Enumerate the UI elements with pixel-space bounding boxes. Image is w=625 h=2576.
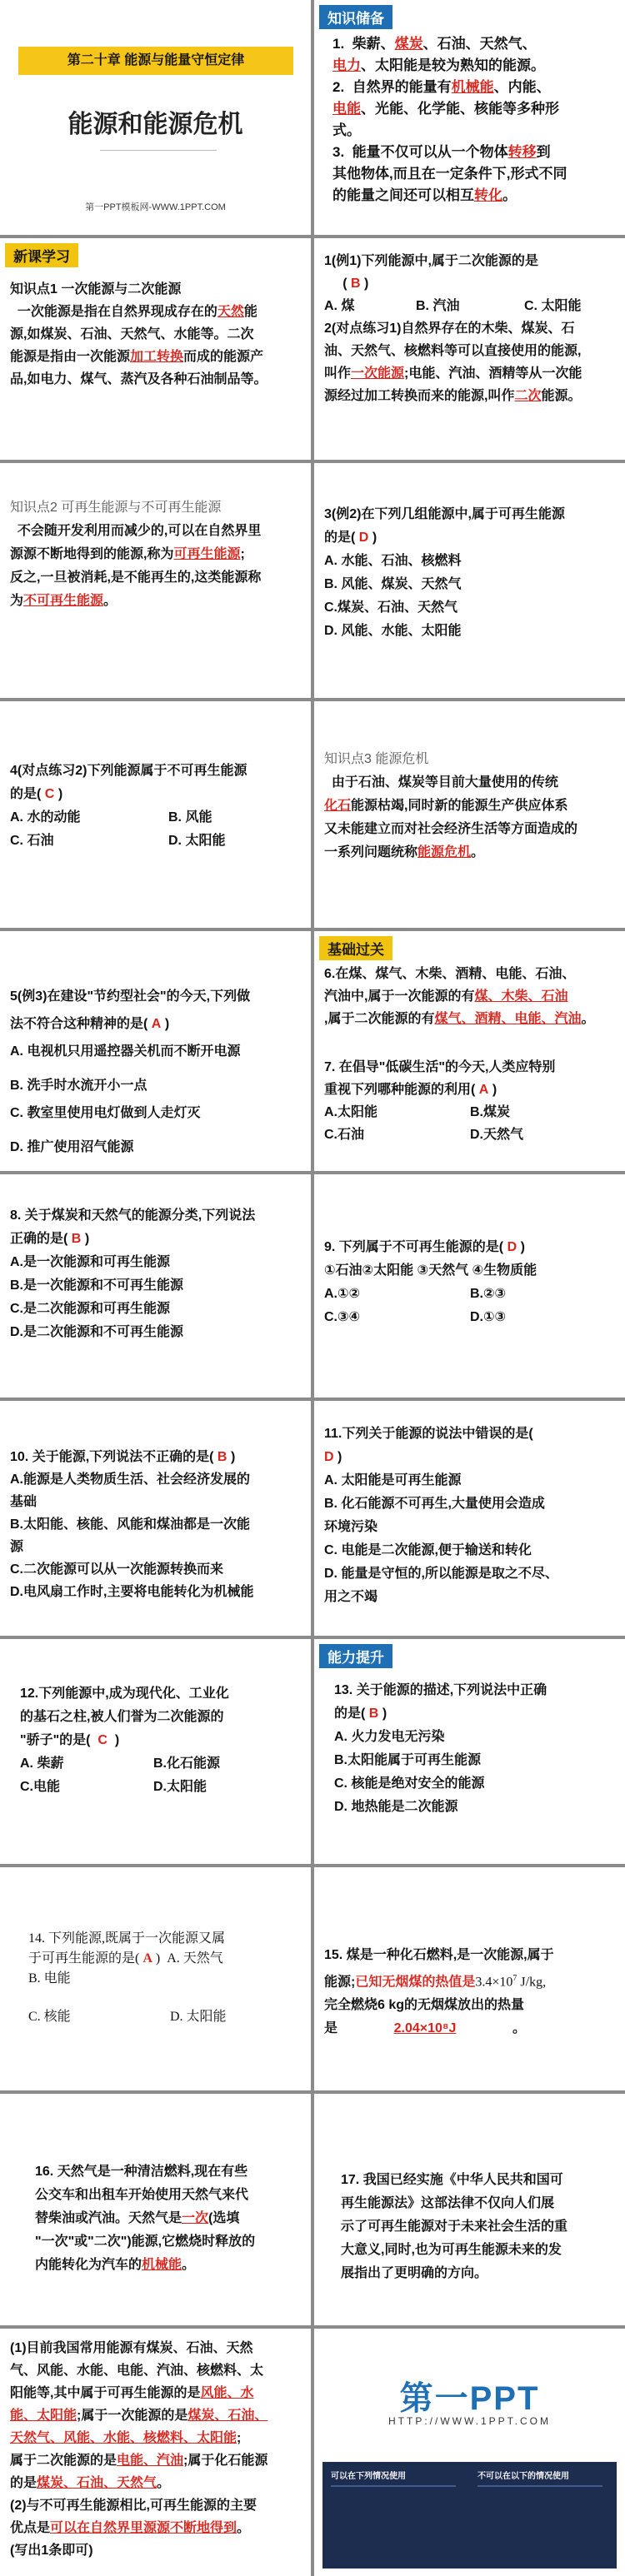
terms-panel — [322, 2462, 617, 2569]
footer-text: 第一PPT模板网-WWW.1PPT.COM — [85, 202, 226, 212]
terms-left-rule — [331, 2485, 456, 2487]
q14-slide — [0, 1867, 311, 2090]
ability-tag: 能力提升 — [319, 1644, 392, 1668]
q17-text: 17. 我国已经实施《中华人民共和国可 再生能源法》这部法律不仅向人们展 示了可再生能源对于未来社会生活的重 大意义,同时,也为可再生能源未来的发 展指出了更明确的方向。 — [341, 2173, 568, 2280]
q5-text: 5(例3)在建设"节约型社会"的今天,下列做 法不符合这种精神的是( A ) A. 电视机只用遥控器关机而不断开电源 B. 洗手时水流开小一点 C. 教室里使用电灯做到人走灯灭 D. 推广使用沼气能源 — [10, 989, 251, 1154]
knowledge-text: 1. 柴薪、煤炭、石油、天然气、 电力、太阳能是较为熟知的能源。 2. 自然界的能量有机械能、内能、 电能、光能、化学能、核能等多种形 式。 3. 能量不仅可以从一个物体转移到 其他物体,而且在一定条件下,形式不同 的能量之间还可以相互转化。 — [332, 36, 568, 203]
kp2-slide — [0, 463, 311, 698]
q16-text: 16. 天然气是一种清洁燃料,现在有些 公交车和出租车开始使用天然气来代 替柴油或汽油。天然气是一次(选填 "一次"或"二次")能源,它燃烧时释放的 内能转化为汽车的机械能。 — [35, 2165, 256, 2272]
q9-slide — [314, 1174, 625, 1398]
q16-slide — [0, 2094, 311, 2325]
knowledge-slide — [314, 0, 625, 235]
q11-slide — [314, 1401, 625, 1636]
terms-left-heading: 可以在下列情况使用 — [331, 2472, 406, 2481]
brand-logo: 第一PPT — [399, 2380, 540, 2417]
q15-slide — [314, 1867, 625, 2090]
q14-text: 14. 下列能源,既属于一次能源又属 于可再生能源的是( A ) A. 天然气 B. 电能 C. 核能 D. 太阳能 — [28, 1931, 227, 2024]
q7-text: 7. 在倡导"低碳生活"的今天,人类应特别 重视下列哪种能源的利用( A ) A.太阳能 B.煤炭 C.石油 D.天然气 — [324, 1060, 556, 1142]
kp2-text: 知识点2 可再生能源与不可再生能源 不会随开发利用而减少的,可以在自然界里 源源不断地得到的能源,称为可再生能源; 反之,一旦被消耗,是不能再生的,这类能源称 为不可再生能源。 — [10, 501, 262, 608]
ability-slide — [314, 1639, 625, 1864]
new-study-tag: 新课学习 — [5, 243, 78, 267]
terms-right-rule — [478, 2485, 602, 2487]
basic-tag: 基础过关 — [319, 936, 392, 960]
q6-text: 6.在煤、煤气、木柴、酒精、电能、石油、 汽油中,属于一次能源的有煤、木柴、石油 ,属于二次能源的有煤气、酒精、电能、汽油。 — [324, 967, 595, 1026]
q3-text: 3(例2)在下列几组能源中,属于可再生能源 的是( D ) A. 水能、石油、核燃料 B. 风能、煤炭、天然气 C.煤炭、石油、天然气 D. 风能、水能、太阳能 — [324, 507, 565, 638]
q10-slide — [0, 1401, 311, 1636]
q11-text: 11.下列关于能源的说法中错误的是( D ) A. 太阳能是可再生能源 B. 化石能源不可再生,大量使用会造成 环境污染 C. 电能是二次能源,便于输送和转化 D. 能量是守恒的,所以能源是取之不尽、 用之不竭 — [324, 1427, 558, 1604]
q12-slide — [0, 1639, 311, 1864]
page-title: 能源和能源危机 — [68, 111, 243, 138]
q18-slide — [0, 2329, 311, 2576]
kp3-text: 知识点3 能源危机 由于石油、煤炭等目前大量使用的传统 化石能源枯竭,同时新的能源生产供应体系 又未能建立而对社会经济生活等方面造成的 一系列问题统称能源危机。 — [324, 752, 578, 859]
q8-slide — [0, 1174, 311, 1398]
q5-slide — [0, 931, 311, 1171]
divider — [100, 150, 217, 151]
q12-text: 12.下列能源中,成为现代化、工业化 的基石之柱,被人们誉为二次能源的 "骄子"的是( C ) A. 柴薪 B.化石能源 C.电能 D.太阳能 — [20, 1687, 229, 1794]
q17-slide — [314, 2094, 625, 2325]
new-study-slide — [0, 238, 311, 460]
q18-text: (1)目前我国常用能源有煤炭、石油、天然 气、风能、水能、电能、汽油、核燃料、太 阳能等,其中属于可再生能源的是风能、水 能、太阳能;属于一次能源的是煤炭、石油、 天然气、风能、水能、核燃料、太阳能; 属于二次能源的是电能、汽油;属于化石能源 的是煤炭、石油、天然气。 (2)与不可再生能源相比,可再生能源的主要 优点是可以在自然界里源源不断地得到。 (写出1条即可) — [10, 2341, 268, 2558]
title-slide — [0, 0, 311, 235]
q1-text: 1(例1)下列能源中,属于二次能源的是 ( B ) A. 煤 B. 汽油 C. 太阳能 2(对点练习1)自然界存在的木柴、煤炭、石 油、天然气、核燃料等可以直接使用的能源, 叫作一次能源;电能、汽油、酒精等从一次能 源经过加工转换而来的能源,叫作二次能源。 — [324, 254, 582, 403]
knowledge-tag: 知识储备 — [319, 5, 392, 29]
q13-text: 13. 关于能源的描述,下列说法中正确 的是( B ) A. 火力发电无污染 B.太阳能属于可再生能源 C. 核能是绝对安全的能源 D. 地热能是二次能源 — [334, 1683, 548, 1814]
q8-text: 8. 关于煤炭和天然气的能源分类,下列说法 正确的是( B ) A.是一次能源和可再生能源 B.是一次能源和不可再生能源 C.是二次能源和可再生能源 D.是二次能源和不可再生能源 — [10, 1208, 256, 1339]
brand-url: HTTP://WWW.1PPT.COM — [388, 2415, 551, 2427]
q3-slide — [314, 463, 625, 698]
terms-right-heading: 不可以在以下的情况使用 — [478, 2472, 569, 2481]
q10-text: 10. 关于能源,下列说法不正确的是( B ) A.能源是人类物质生活、社会经济发展的 基础 B.太阳能、核能、风能和煤油都是一次能 源 C.二次能源可以从一次能源转换而来 D.电风扇工作时,主要将电能转化为机械能 — [10, 1450, 254, 1599]
new-study-text: 知识点1 一次能源与二次能源 一次能源是指在自然界现成存在的天然能 源,如煤炭、石油、天然气、水能等。二次 能源是指由一次能源加工转换而成的能源产 品,如电力、煤气、蒸汽及各种石油制品等。 — [10, 282, 268, 386]
brand-slide — [314, 2329, 625, 2576]
basic-slide — [314, 931, 625, 1171]
kp3-slide — [314, 701, 625, 928]
q9-text: 9. 下列属于不可再生能源的是( D ) ①石油②太阳能 ③天然气 ④生物质能 A.①② B.②③ C.③④ D.①③ — [324, 1240, 538, 1324]
q4-slide — [0, 701, 311, 928]
chapter-banner: 第二十章 能源与能量守恒定律 — [18, 47, 293, 75]
q4-text: 4(对点练习2)下列能源属于不可再生能源 的是( C ) A. 水的动能 B. 风能 C. 石油 D. 太阳能 — [10, 764, 248, 848]
q15-text: 15. 煤是一种化石燃料,是一次能源,属于 能源;已知无烟煤的热值是$3.4\times 10^7$ J/kg, 完全燃烧6 kg的无烟煤放出的热量 是 2.04×10⁸J 。 — [324, 1948, 554, 2036]
q1-slide — [314, 238, 625, 460]
